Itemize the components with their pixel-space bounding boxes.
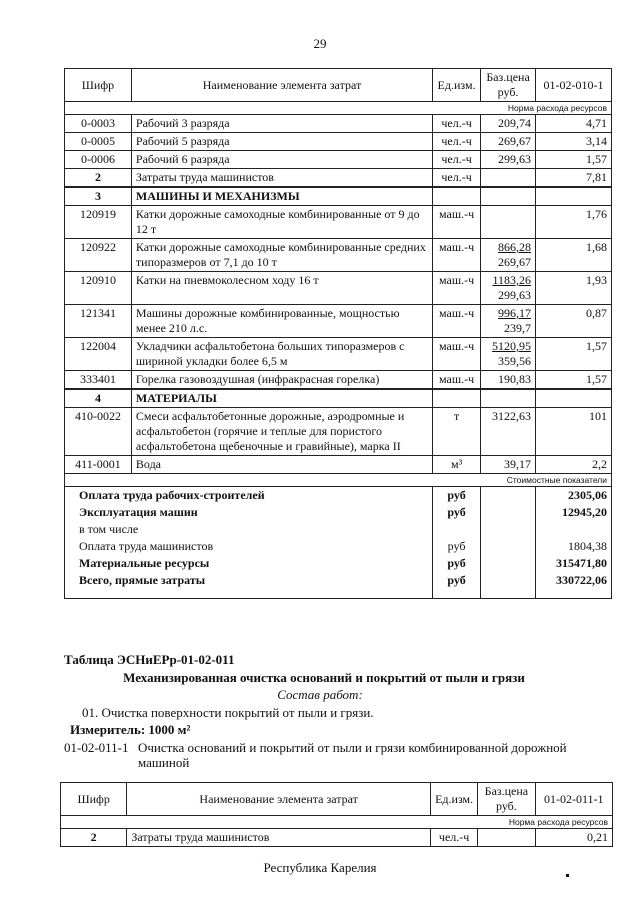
- summary-name: Эксплуатация машин: [65, 504, 433, 521]
- section-title: Механизированная очистка оснований и покрытий от пыли и грязи: [123, 670, 525, 685]
- row-name: Рабочий 6 разряда: [131, 151, 432, 169]
- price-primary: 996,17: [498, 306, 532, 320]
- row-code: 4: [65, 389, 132, 408]
- table-row: [65, 305, 612, 338]
- row-value: 1,68: [536, 239, 612, 272]
- price-primary: 5120,95: [492, 339, 532, 353]
- row-name: Затраты труда машинистов: [131, 169, 432, 188]
- summary-row: [65, 538, 612, 555]
- row-value: [536, 389, 612, 408]
- row-price: [481, 169, 536, 188]
- table-row: [65, 272, 612, 305]
- row-unit: м³: [433, 456, 481, 474]
- summary-name: в том числе: [65, 521, 433, 538]
- row-price: [481, 338, 536, 371]
- table-row: [65, 239, 612, 272]
- row-unit: чел.-ч: [433, 151, 481, 169]
- row-price: 209,74: [481, 115, 536, 133]
- row-code: 411-0001: [65, 456, 132, 474]
- row-value: 7,81: [536, 169, 612, 188]
- row-unit: маш.-ч: [433, 371, 481, 390]
- row-name: МАШИНЫ И МЕХАНИЗМЫ: [131, 187, 432, 206]
- norm-code: 01-02-011-1: [64, 740, 129, 755]
- table-row: [65, 456, 612, 474]
- header-name: Наименование элемента затрат: [131, 69, 432, 102]
- row-unit: маш.-ч: [433, 338, 481, 371]
- composition-label: Состав работ:: [277, 687, 363, 702]
- norm-caption: Норма расхода ресурсов: [61, 816, 613, 829]
- row-code: 333401: [65, 371, 132, 390]
- row-unit: чел.-ч: [433, 169, 481, 188]
- row-name: Смеси асфальтобетонные дорожные, аэродромные и асфальтобетон (горячие и теплые для пористого асфальтобетона щебеночные и гравийные), марка II: [131, 408, 432, 456]
- norm-caption: Норма расхода ресурсов: [65, 102, 612, 115]
- row-value: 4,71: [536, 115, 612, 133]
- summary-unit: руб: [433, 538, 481, 555]
- summary-unit: руб: [433, 555, 481, 572]
- row-unit: маш.-ч: [433, 272, 481, 305]
- summary-value: 330722,06: [536, 572, 612, 599]
- row-code: 121341: [65, 305, 132, 338]
- table-row: [65, 133, 612, 151]
- row-name: Укладчики асфальтобетона больших типоразмеров с шириной укладки более 6,5 м: [131, 338, 432, 371]
- row-price: [481, 305, 536, 338]
- row-code: 122004: [65, 338, 132, 371]
- row-unit: чел.-ч: [433, 133, 481, 151]
- summary-row: [65, 572, 612, 599]
- cost-caption: Стоимостные показатели: [65, 474, 612, 487]
- row-value: 3,14: [536, 133, 612, 151]
- summary-name: Всего, прямые затраты: [65, 572, 433, 599]
- header-unit: Ед.изм.: [433, 69, 481, 102]
- row-unit: маш.-ч: [433, 206, 481, 239]
- summary-row: [65, 555, 612, 572]
- header-code: Шифр: [61, 783, 127, 816]
- row-value: 1,57: [536, 151, 612, 169]
- row-name: Затраты труда машинистов: [127, 829, 431, 847]
- row-value: 1,57: [536, 338, 612, 371]
- price-primary: 866,28: [498, 240, 532, 254]
- row-price: [481, 389, 536, 408]
- row-unit: чел.-ч: [430, 829, 477, 847]
- summary-unit: руб: [433, 572, 481, 599]
- table-row: [65, 187, 612, 206]
- price-secondary: 269,67: [498, 255, 532, 269]
- row-unit: маш.-ч: [433, 239, 481, 272]
- row-unit: т: [433, 408, 481, 456]
- row-name: Горелка газовоздушная (инфракрасная горелка): [131, 371, 432, 390]
- summary-row: [65, 504, 612, 521]
- row-unit: [433, 389, 481, 408]
- row-name: Рабочий 3 разряда: [131, 115, 432, 133]
- row-unit: [433, 187, 481, 206]
- row-name: Машины дорожные комбинированные, мощностью менее 210 л.с.: [131, 305, 432, 338]
- row-price: 3122,63: [481, 408, 536, 456]
- summary-value: [536, 521, 612, 538]
- row-unit: маш.-ч: [433, 305, 481, 338]
- table-row: [65, 206, 612, 239]
- price-secondary: 359,56: [498, 354, 532, 368]
- table-row: [61, 829, 613, 847]
- meter: Измеритель: 1000 м²: [70, 722, 191, 737]
- summary-value: 1804,38: [536, 538, 612, 555]
- price-secondary: 239,7: [504, 321, 532, 335]
- summary-name: Оплата труда рабочих-строителей: [65, 487, 433, 505]
- summary-name: Материальные ресурсы: [65, 555, 433, 572]
- summary-value: 315471,80: [536, 555, 612, 572]
- row-code: 120910: [65, 272, 132, 305]
- header-norm: 01-02-010-1: [536, 69, 612, 102]
- row-code: 0-0005: [65, 133, 132, 151]
- row-name: МАТЕРИАЛЫ: [131, 389, 432, 408]
- table-row: [65, 389, 612, 408]
- row-name: Катки дорожные самоходные комбинированные от 9 до 12 т: [131, 206, 432, 239]
- row-code: 2: [61, 829, 127, 847]
- row-value: 0,21: [535, 829, 612, 847]
- summary-unit: руб: [433, 487, 481, 505]
- table-row: [65, 408, 612, 456]
- table-row: [65, 371, 612, 390]
- footer-region: Республика Карелия: [263, 860, 377, 875]
- resource-table-1: [64, 68, 612, 599]
- row-value: 1,93: [536, 272, 612, 305]
- summary-value: 12945,20: [536, 504, 612, 521]
- row-value: 1,57: [536, 371, 612, 390]
- row-code: 410-0022: [65, 408, 132, 456]
- work-item: 01. Очистка поверхности покрытий от пыли и грязи.: [82, 705, 374, 720]
- row-code: 120922: [65, 239, 132, 272]
- row-price: 39,17: [481, 456, 536, 474]
- summary-unit: [433, 521, 481, 538]
- table-row: [65, 151, 612, 169]
- summary-name: Оплата труда машинистов: [65, 538, 433, 555]
- row-price: [481, 206, 536, 239]
- header-norm: 01-02-011-1: [535, 783, 612, 816]
- summary-row: [65, 487, 612, 505]
- scan-mark: [566, 874, 569, 877]
- row-price: [478, 829, 535, 847]
- table-row: [65, 115, 612, 133]
- row-code: 120919: [65, 206, 132, 239]
- row-value: 0,87: [536, 305, 612, 338]
- summary-value: 2305,06: [536, 487, 612, 505]
- row-value: 1,76: [536, 206, 612, 239]
- row-code: 3: [65, 187, 132, 206]
- price-primary: 1183,26: [492, 273, 532, 287]
- row-price: [481, 239, 536, 272]
- table-label: Таблица ЭСНиЕРр-01-02-011: [64, 652, 235, 667]
- resource-table-2: [60, 782, 613, 847]
- table-row: [65, 169, 612, 188]
- row-name: Катки дорожные самоходные комбинированные средних типоразмеров от 7,1 до 10 т: [131, 239, 432, 272]
- row-price: 190,83: [481, 371, 536, 390]
- row-price: [481, 272, 536, 305]
- row-code: 0-0003: [65, 115, 132, 133]
- row-name: Катки на пневмоколесном ходу 16 т: [131, 272, 432, 305]
- summary-unit: руб: [433, 504, 481, 521]
- row-code: 2: [65, 169, 132, 188]
- row-code: 0-0006: [65, 151, 132, 169]
- row-value: 2,2: [536, 456, 612, 474]
- norm-description: Очистка оснований и покрытий от пыли и грязи комбинированной дорожной машиной: [138, 740, 567, 770]
- row-price: 299,63: [481, 151, 536, 169]
- row-unit: чел.-ч: [433, 115, 481, 133]
- row-value: [536, 187, 612, 206]
- row-price: 269,67: [481, 133, 536, 151]
- row-value: 101: [536, 408, 612, 456]
- header-name: Наименование элемента затрат: [127, 783, 431, 816]
- header-price: Баз.цена руб.: [478, 783, 535, 816]
- price-secondary: 299,63: [498, 288, 532, 302]
- page-number: 29: [313, 36, 327, 51]
- header-price: Баз.цена руб.: [481, 69, 536, 102]
- header-code: Шифр: [65, 69, 132, 102]
- table-row: [65, 338, 612, 371]
- row-name: Рабочий 5 разряда: [131, 133, 432, 151]
- row-price: [481, 187, 536, 206]
- summary-row: [65, 521, 612, 538]
- row-name: Вода: [131, 456, 432, 474]
- header-unit: Ед.изм.: [430, 783, 477, 816]
